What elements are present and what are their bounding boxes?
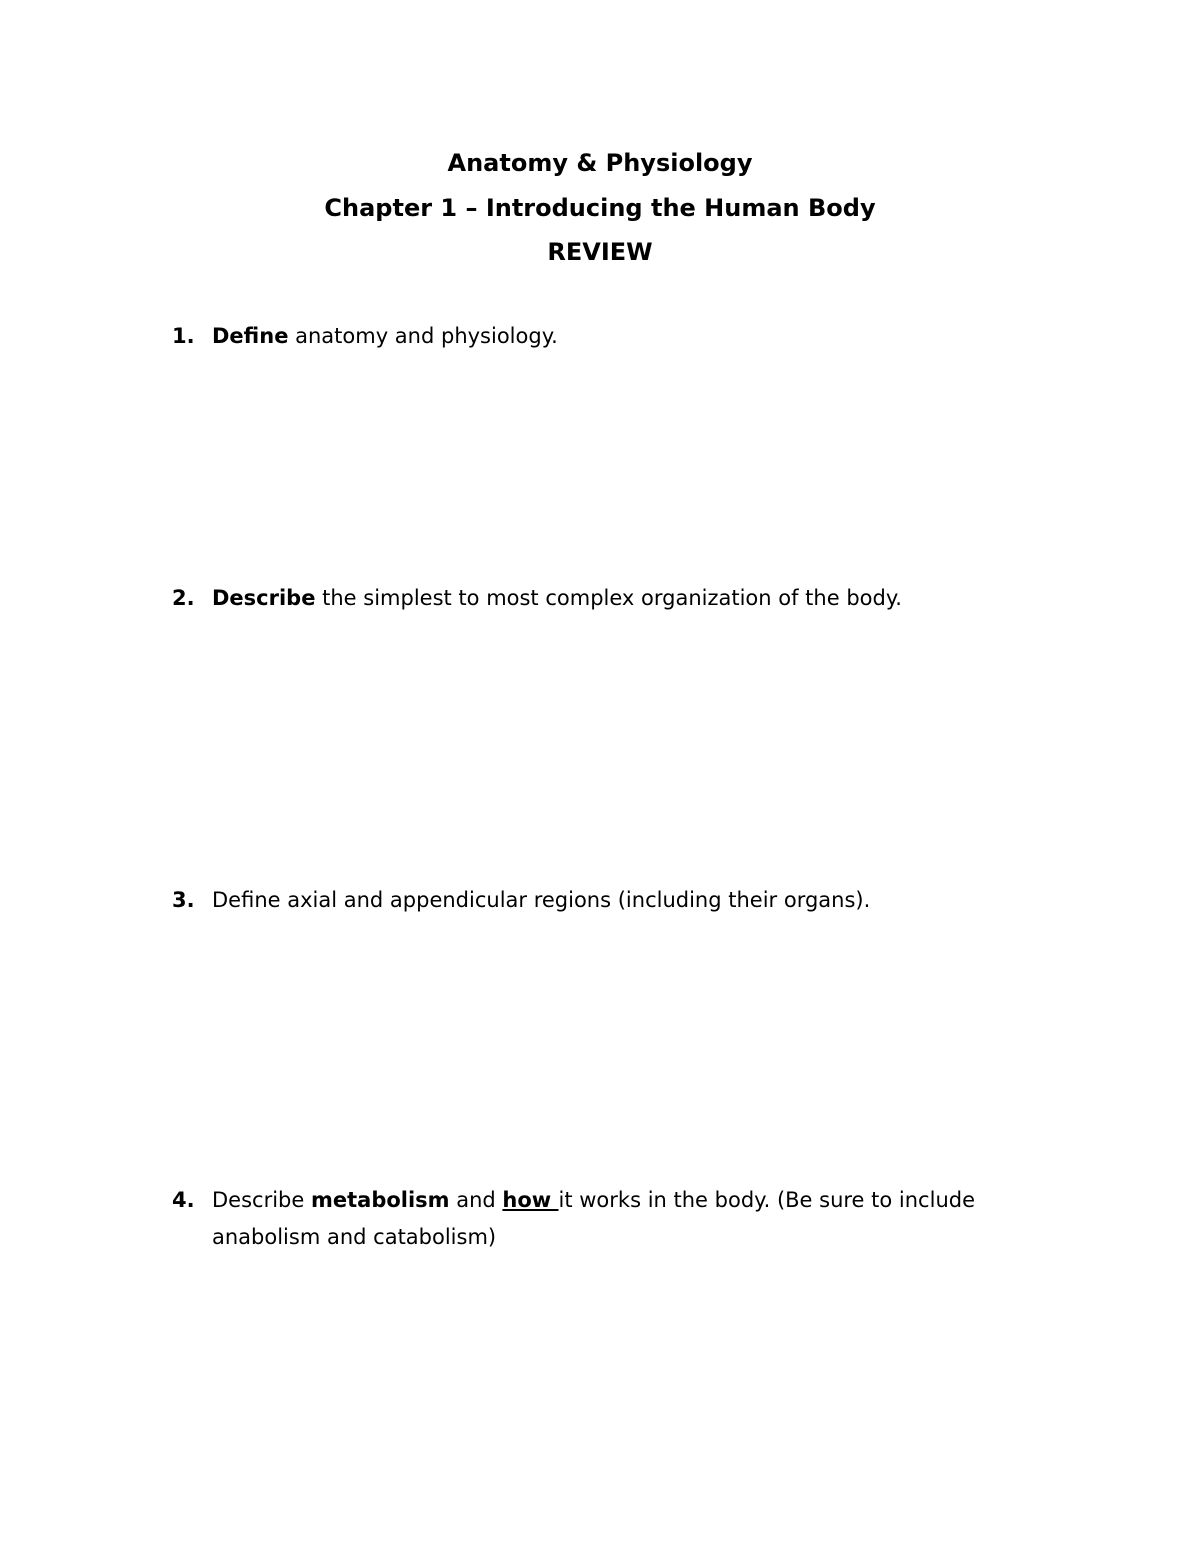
question-text: [212, 1182, 1032, 1256]
question-number: 1.: [172, 324, 195, 348]
question-4: [172, 1182, 1032, 1256]
question-text-part: Define axial and appendicular regions (including their organs).: [212, 888, 871, 912]
document-title: Anatomy & Physiology: [447, 149, 753, 177]
question-keyword: Describe: [212, 586, 316, 610]
review-label: REVIEW: [547, 238, 653, 266]
question-text-part: it works in the body. (Be sure to include anabolism and catabolism): [212, 1188, 975, 1249]
question-number: 4.: [172, 1188, 195, 1212]
question-text: [212, 580, 1032, 617]
question-1: [172, 318, 1032, 355]
question-text-part: anatomy and physiology.: [288, 324, 558, 348]
question-text-part: and: [449, 1188, 503, 1212]
question-keyword-underlined: how: [502, 1188, 559, 1212]
question-3: [172, 882, 1032, 919]
question-text: [212, 318, 1032, 355]
question-text-part: Describe: [212, 1188, 311, 1212]
question-keyword: metabolism: [310, 1188, 450, 1212]
question-keyword: Define: [212, 324, 289, 348]
question-text-part: the simplest to most complex organization of the body.: [315, 586, 902, 610]
chapter-title: Chapter 1 – Introducing the Human Body: [324, 194, 876, 222]
question-text: [212, 882, 1032, 919]
question-number: 2.: [172, 586, 195, 610]
question-2: [172, 580, 1032, 617]
question-number: 3.: [172, 888, 195, 912]
